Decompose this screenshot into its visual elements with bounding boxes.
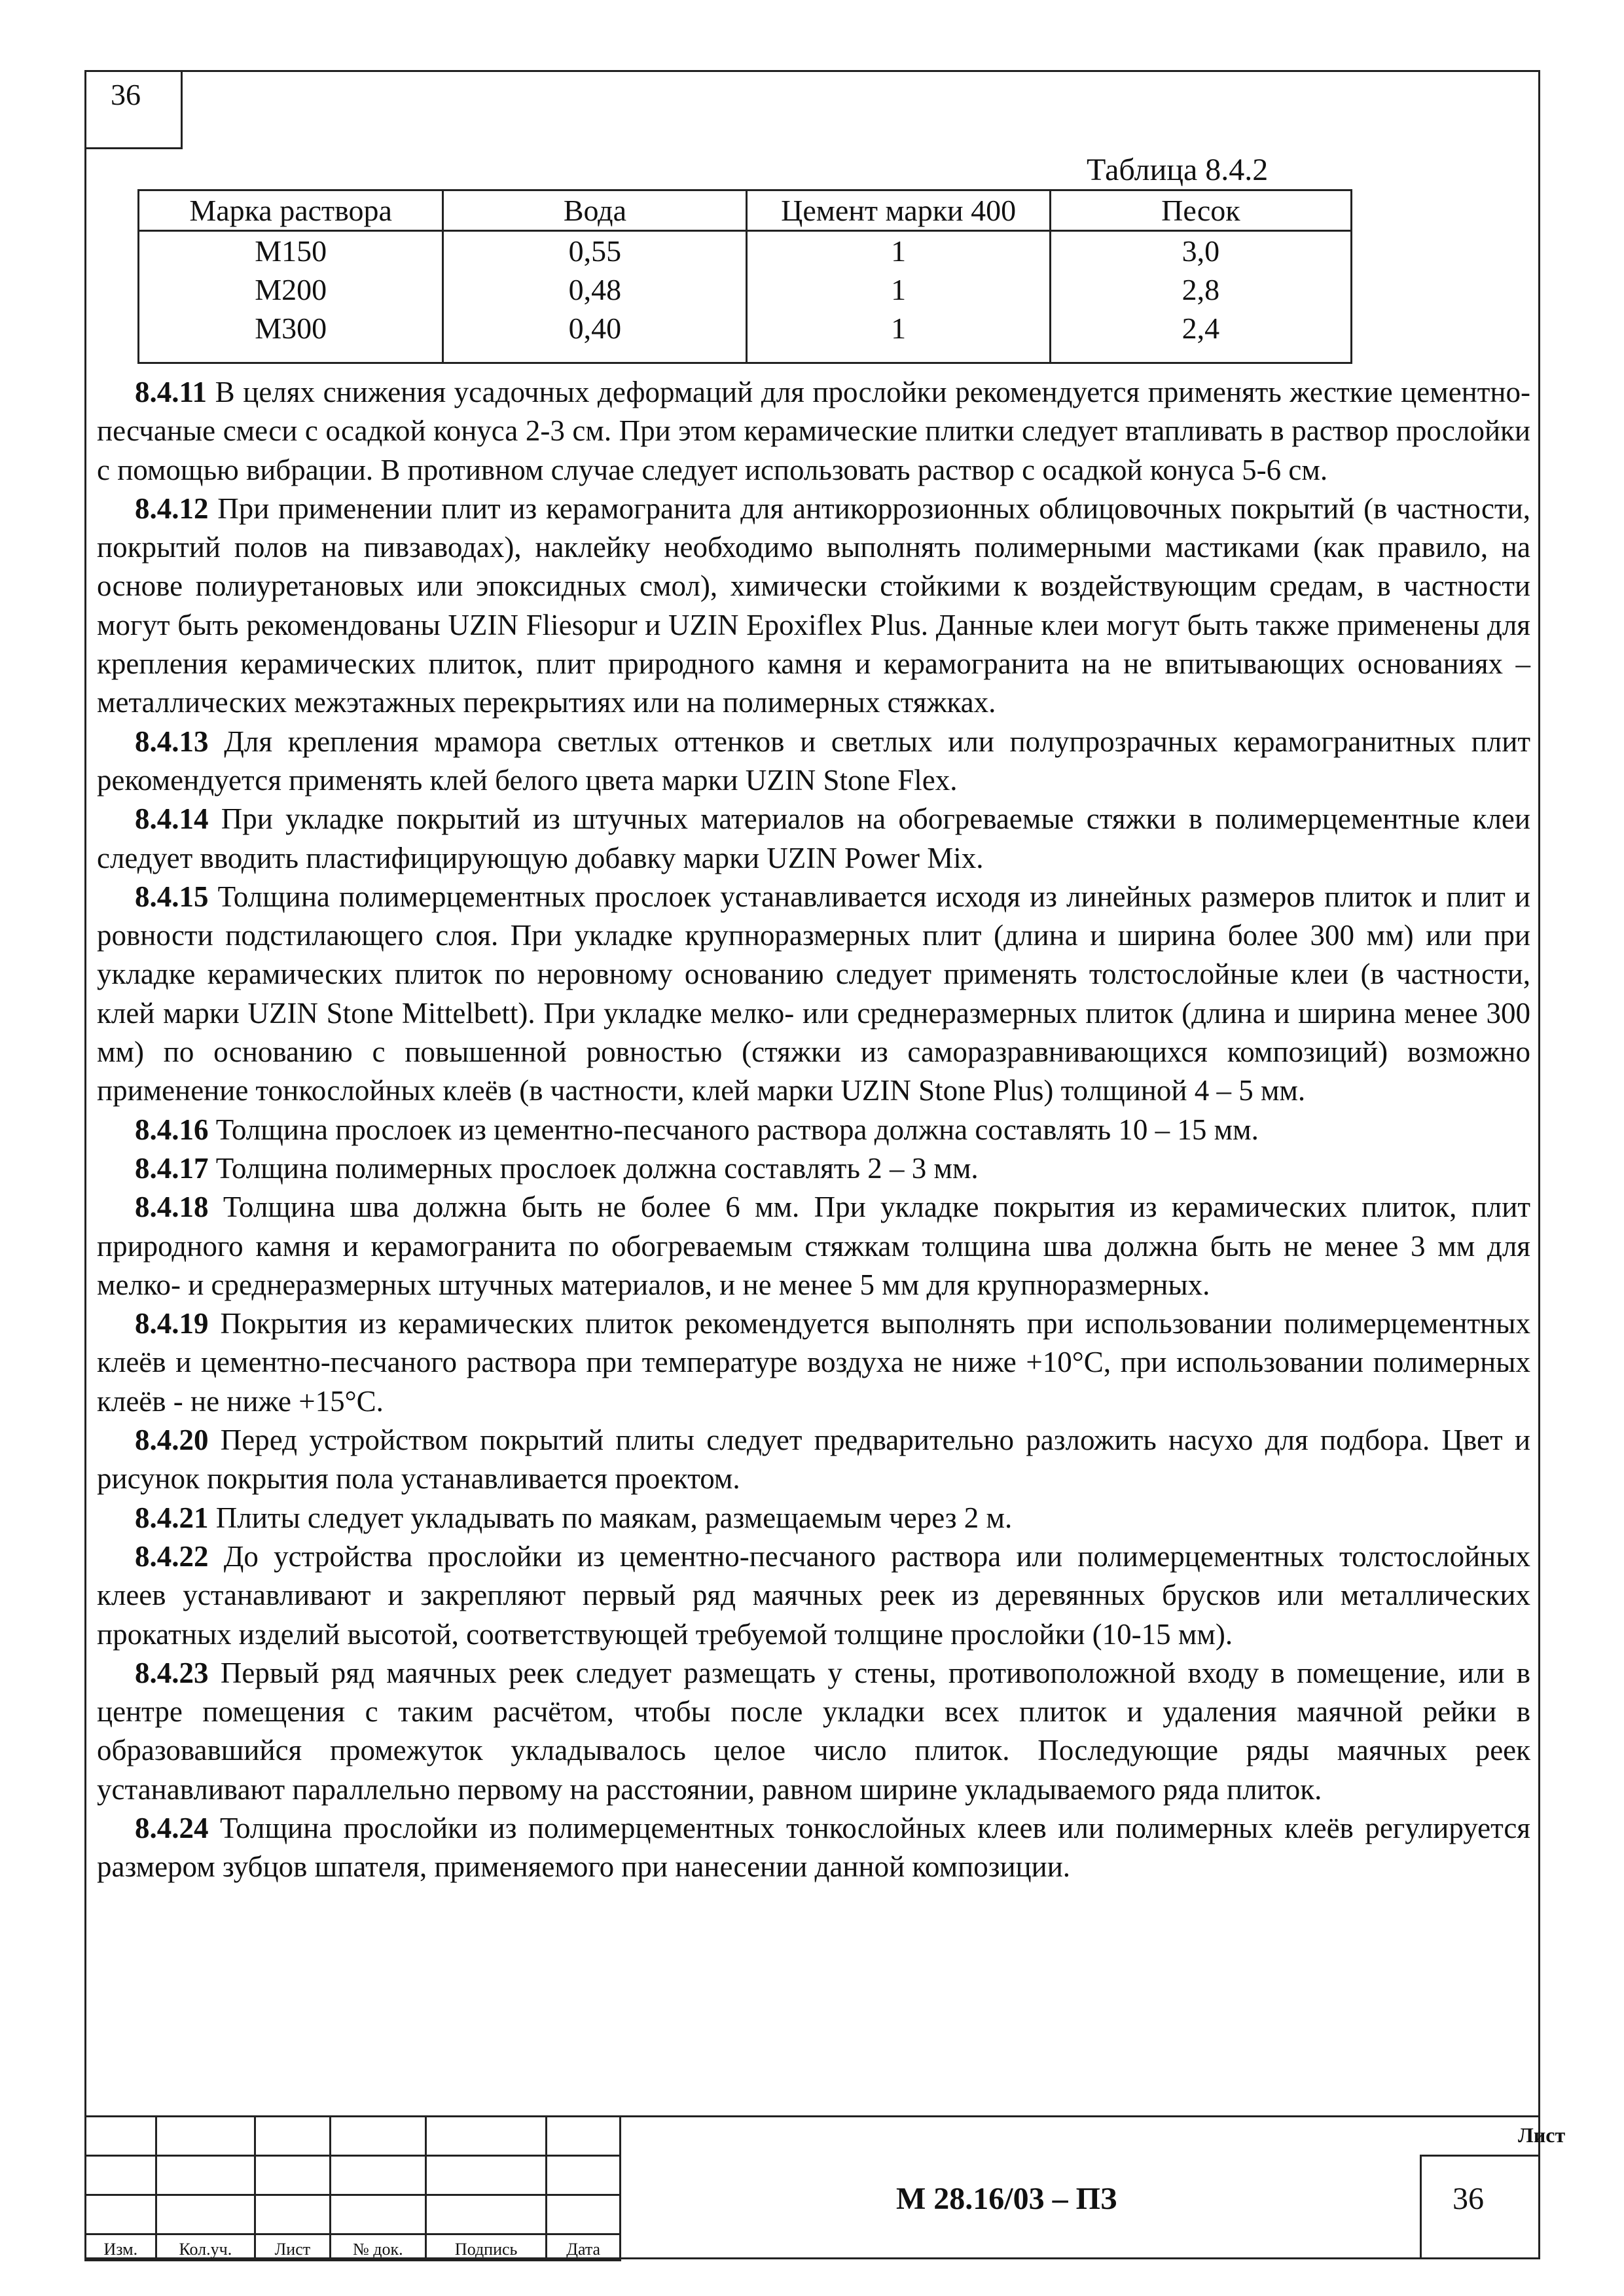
paragraph xyxy=(97,490,1530,723)
stamp-column-label: № док. xyxy=(330,2234,425,2261)
sheet-label: Лист xyxy=(1518,2123,1566,2147)
revision-cell xyxy=(255,2117,331,2156)
table-cell: М200 xyxy=(139,270,443,309)
paragraph-number: 8.4.14 xyxy=(135,802,209,836)
paragraph-number: 8.4.15 xyxy=(135,880,209,913)
paragraph-number: 8.4.24 xyxy=(135,1811,209,1844)
table-cell: 1 xyxy=(747,309,1050,363)
stamp-column-label: Изм. xyxy=(86,2234,156,2261)
table-cell: 2,4 xyxy=(1050,309,1351,363)
revision-cell xyxy=(255,2195,331,2234)
table-header-cell: Вода xyxy=(443,190,747,231)
paragraph-text: В целях снижения усадочных деформаций для прослойки рекомендуется применять жесткие цементно-песчаные смеси с осадкой конуса 2-3 см. При этом керамические плитки следует втапливать в раствор прослойки с помощью вибрации. В противном случае следует использовать раствор с осадкой конуса 5-6 см. xyxy=(97,376,1530,486)
revision-cell xyxy=(425,2195,546,2234)
revision-grid xyxy=(84,2115,621,2261)
body-text xyxy=(97,373,1530,1887)
table-cell: 0,40 xyxy=(443,309,747,363)
table-row xyxy=(139,270,1352,309)
paragraph-text: Для крепления мрамора светлых оттенков и светлых или полупрозрачных керамогранитных плит рекомендуется применять клей белого цвета марки UZIN Stone Flex. xyxy=(97,725,1530,797)
paragraph xyxy=(97,878,1530,1111)
table-cell: 3,0 xyxy=(1050,231,1351,271)
paragraph xyxy=(97,1537,1530,1654)
paragraph-text: Плиты следует укладывать по маякам, размещаемым через 2 м. xyxy=(208,1501,1013,1534)
page-number: 36 xyxy=(111,78,141,111)
table-caption: Таблица 8.4.2 xyxy=(1087,152,1269,187)
stamp-column-label: Кол.уч. xyxy=(156,2234,255,2261)
paragraph-text: Толщина шва должна быть не более 6 мм. При укладке покрытия из керамических плиток, плит природного камня и керамогранита по обогреваемым стяжкам толщина шва должна быть не менее 3 мм для мелко- и среднеразмерных штучных материалов, и не менее 5 мм для крупноразмерных. xyxy=(97,1191,1530,1301)
paragraph-text: До устройства прослойки из цементно-песчаного раствора или полимерцементных толстослойных клеев устанавливают и закрепляют первый ряд маячных реек из деревянных брусков или металлических прокатных изделий высотой, соответствующей требуемой толщине прослойки (10-15 мм). xyxy=(97,1539,1530,1651)
table-cell: 2,8 xyxy=(1050,270,1351,309)
revision-cell xyxy=(156,2117,255,2156)
table-cell: 1 xyxy=(747,270,1050,309)
revision-cell xyxy=(425,2117,546,2156)
table-header-cell: Цемент марки 400 xyxy=(747,190,1050,231)
revision-cell xyxy=(86,2195,156,2234)
paragraph xyxy=(97,1654,1530,1809)
paragraph-text: Покрытия из керамических плиток рекомендуется выполнять при использовании полимерцементных клеёв и цементно-песчаного раствора при температуре воздуха не ниже +10°С, при использовании полимерных клеёв - не ниже +15°С. xyxy=(97,1307,1530,1418)
paragraph-text: Первый ряд маячных реек следует размещать у стены, противоположной входу в помещение, или в центре помещения с таким расчётом, чтобы после укладки всех плиток и удаления маячной рейки в образовавшийся промежуток укладывалось целое число плиток. Последующие ряды маячных реек устанавливают параллельно первому на расстоянии, равном ширине укладываемого ряда плиток. xyxy=(97,1656,1530,1806)
table-header-row xyxy=(139,190,1352,231)
sheet-number: 36 xyxy=(1453,2181,1484,2216)
revision-cell xyxy=(86,2156,156,2195)
paragraph-number: 8.4.21 xyxy=(135,1501,209,1534)
table-row xyxy=(139,231,1352,271)
paragraph-number: 8.4.17 xyxy=(135,1151,209,1185)
revision-cell xyxy=(156,2195,255,2234)
paragraph xyxy=(97,723,1530,800)
paragraph-number: 8.4.11 xyxy=(135,376,208,408)
revision-cell xyxy=(547,2156,621,2195)
table-cell: 0,48 xyxy=(443,270,747,309)
paragraph-text: Толщина прослойки из полимерцементных тонкослойных клеев или полимерных клеёв регулируется размером зубцов шпателя, применяемого при нанесении данной композиции. xyxy=(97,1811,1530,1884)
revision-cell xyxy=(330,2117,425,2156)
table-cell: М150 xyxy=(139,231,443,271)
document-code: М 28.16/03 – ПЗ xyxy=(896,2181,1117,2216)
revision-cell xyxy=(255,2156,331,2195)
table-header-cell: Песок xyxy=(1050,190,1351,231)
paragraph-number: 8.4.22 xyxy=(135,1539,209,1573)
revision-cell xyxy=(547,2117,621,2156)
stamp-column-label: Дата xyxy=(547,2234,621,2261)
paragraph xyxy=(97,1809,1530,1887)
paragraph-text: При применении плит из керамогранита для антикоррозионных облицовочных покрытий (в частности, покрытий полов на пивзаводах), наклейку необходимо выполнять полимерными мастиками (как правило, на основе полиуретановых или эпоксидных смол), химически стойкими к воздействующим средам, в частности могут быть рекомендованы UZIN Fliesopur и UZIN Epoxiflex Plus. Данные клеи могут быть также применены для крепления керамических плиток, плит природного камня и керамогранита на не впитывающих основаниях – металлических межэтажных перекрытиях или на полимерных стяжках. xyxy=(97,492,1530,719)
paragraph xyxy=(97,1499,1530,1537)
revision-cell xyxy=(330,2156,425,2195)
paragraph-text: Толщина прослоек из цементно-песчаного раствора должна составлять 10 – 15 мм. xyxy=(208,1113,1259,1146)
paragraph-text: При укладке покрытий из штучных материалов на обогреваемые стяжки в полимерцементные клеи следует вводить пластифицирующую добавку марки UZIN Power Mix. xyxy=(97,802,1530,874)
paragraph xyxy=(97,373,1530,490)
table-cell: 0,55 xyxy=(443,231,747,271)
paragraph xyxy=(97,800,1530,878)
paragraph xyxy=(97,1421,1530,1499)
paragraph-number: 8.4.20 xyxy=(135,1424,209,1457)
mortar-composition-table xyxy=(137,189,1352,364)
paragraph-text: Толщина полимерных прослоек должна составлять 2 – 3 мм. xyxy=(208,1151,979,1185)
title-block xyxy=(84,2115,1566,2259)
table-row xyxy=(139,309,1352,363)
table-header-cell: Марка раствора xyxy=(139,190,443,231)
revision-cell xyxy=(425,2156,546,2195)
paragraph-number: 8.4.19 xyxy=(135,1307,209,1340)
paragraph-text: Перед устройством покрытий плиты следует предварительно разложить насухо для подбора. Цвет и рисунок покрытия пола устанавливается проектом. xyxy=(97,1424,1530,1496)
paragraph-text: Толщина полимерцементных прослоек устанавливается исходя из линейных размеров плиток и плит и ровности подстилающего слоя. При укладке крупноразмерных плит (длина и ширина более 300 мм) или при укладке керамических плиток по неровному основанию следует применять толстослойные клеи (в частности, клей марки UZIN Stone Mittelbett). При укладке мелко- или среднеразмерных плиток (длина и ширина менее 300 мм) по основанию с повышенной ровностью (стяжки из саморазравнивающихся композиций) возможно применение тонкослойных клеёв (в частности, клей марки UZIN Stone Plus) толщиной 4 – 5 мм. xyxy=(97,880,1530,1107)
revision-cell xyxy=(330,2195,425,2234)
revision-cell xyxy=(547,2195,621,2234)
paragraph xyxy=(97,1304,1530,1421)
paragraph-number: 8.4.18 xyxy=(135,1191,209,1224)
stamp-column-label: Подпись xyxy=(425,2234,546,2261)
paragraph-number: 8.4.16 xyxy=(135,1113,209,1146)
paragraph-number: 8.4.12 xyxy=(135,492,209,525)
table-cell: 1 xyxy=(747,231,1050,271)
paragraph xyxy=(97,1149,1530,1188)
paragraph xyxy=(97,1111,1530,1149)
revision-cell xyxy=(156,2156,255,2195)
paragraph-number: 8.4.13 xyxy=(135,725,209,758)
table-cell: М300 xyxy=(139,309,443,363)
paragraph-number: 8.4.23 xyxy=(135,1656,209,1689)
stamp-column-label: Лист xyxy=(255,2234,331,2261)
paragraph xyxy=(97,1188,1530,1304)
revision-cell xyxy=(86,2117,156,2156)
